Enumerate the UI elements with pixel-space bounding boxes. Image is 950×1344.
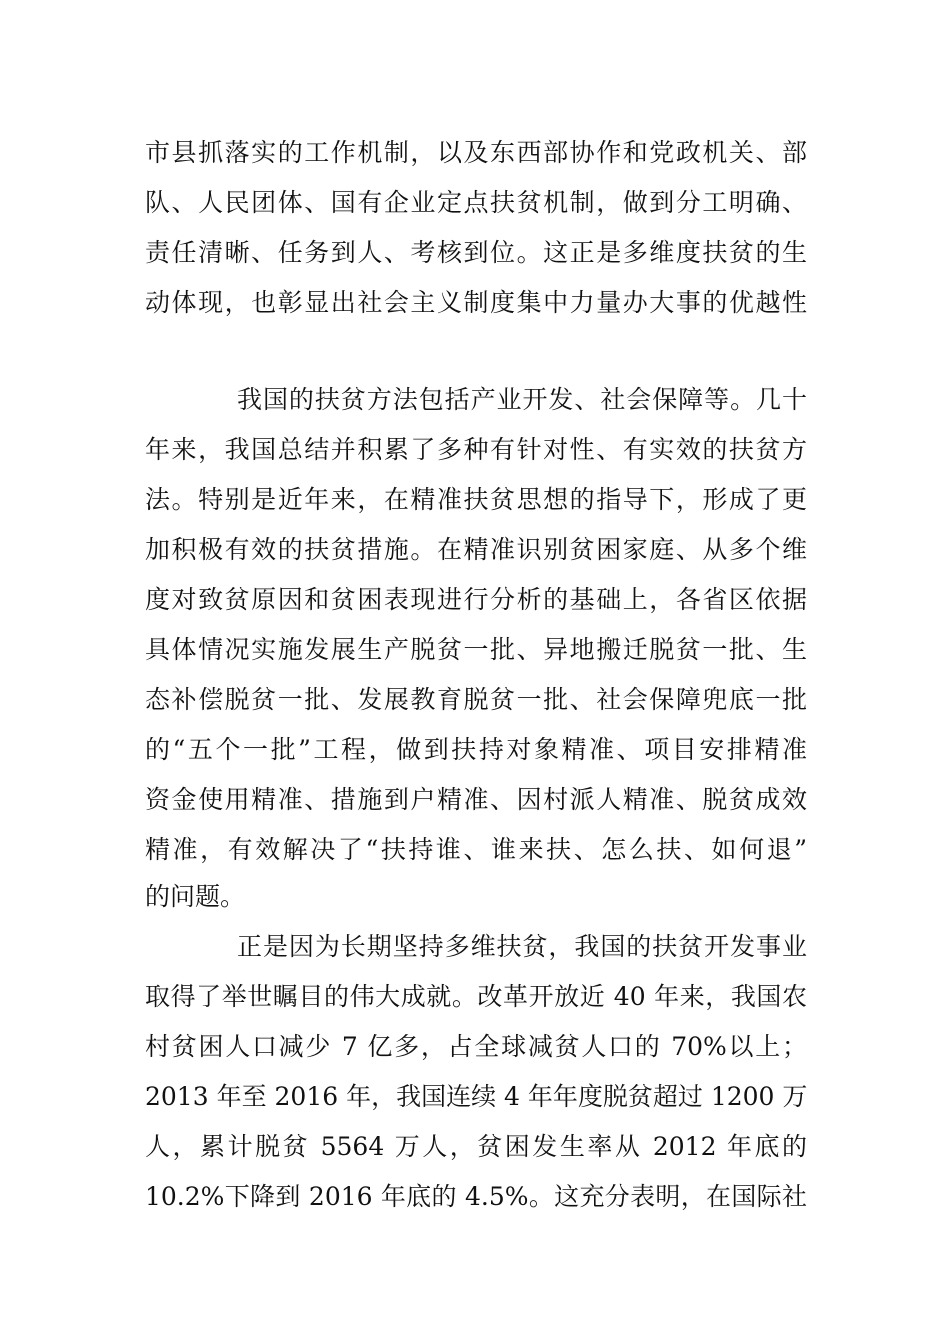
paragraph-2-line-4: 加积极有效的扶贫措施。在精准识别贫困家庭、从多个维 [145,535,807,564]
paragraph-2-line-3: 法。特别是近年来，在精准扶贫思想的指导下，形成了更 [145,485,807,514]
paragraph-3-line-5: 人，累计脱贫 5564 万人，贫困发生率从 2012 年底的 [145,1132,807,1161]
paragraph-3-line-1: 正是因为长期坚持多维扶贫，我国的扶贫开发事业 [237,932,807,961]
paragraph-2-line-7: 态补偿脱贫一批、发展教育脱贫一批、社会保障兜底一批 [145,685,807,714]
paragraph-2-line-2: 年来，我国总结并积累了多种有针对性、有实效的扶贫方 [145,435,807,464]
paragraph-1-line-2: 队、人民团体、国有企业定点扶贫机制，做到分工明确、 [145,188,807,217]
paragraph-2-line-8: 的“五个一批”工程，做到扶持对象精准、项目安排精准 [145,735,807,764]
paragraph-2-line-10: 精准，有效解决了“扶持谁、谁来扶、怎么扶、如何退” [145,835,807,864]
paragraph-2-line-1: 我国的扶贫方法包括产业开发、社会保障等。几十 [237,385,807,414]
paragraph-2-line-11: 的问题。 [145,882,246,911]
paragraph-2-line-9: 资金使用精准、措施到户精准、因村派人精准、脱贫成效 [145,785,807,814]
paragraph-2-line-5: 度对致贫原因和贫困表现进行分析的基础上，各省区依据 [145,585,807,614]
paragraph-2-line-6: 具体情况实施发展生产脱贫一批、异地搬迁脱贫一批、生 [145,635,807,664]
paragraph-3-line-2: 取得了举世瞩目的伟大成就。改革开放近 40 年来，我国农 [145,982,807,1011]
paragraph-1-line-4: 动体现，也彰显出社会主义制度集中力量办大事的优越性 [145,288,807,317]
paragraph-1-line-1: 市县抓落实的工作机制，以及东西部协作和党政机关、部 [145,138,807,167]
paragraph-1-line-3: 责任清晰、任务到人、考核到位。这正是多维度扶贫的生 [145,238,807,267]
paragraph-3-line-6: 10.2%下降到 2016 年底的 4.5%。这充分表明，在国际社 [145,1182,807,1211]
paragraph-3-line-3: 村贫困人口减少 7 亿多，占全球减贫人口的 70%以上； [145,1032,807,1061]
paragraph-3-line-4: 2013 年至 2016 年，我国连续 4 年年度脱贫超过 1200 万 [145,1082,807,1111]
